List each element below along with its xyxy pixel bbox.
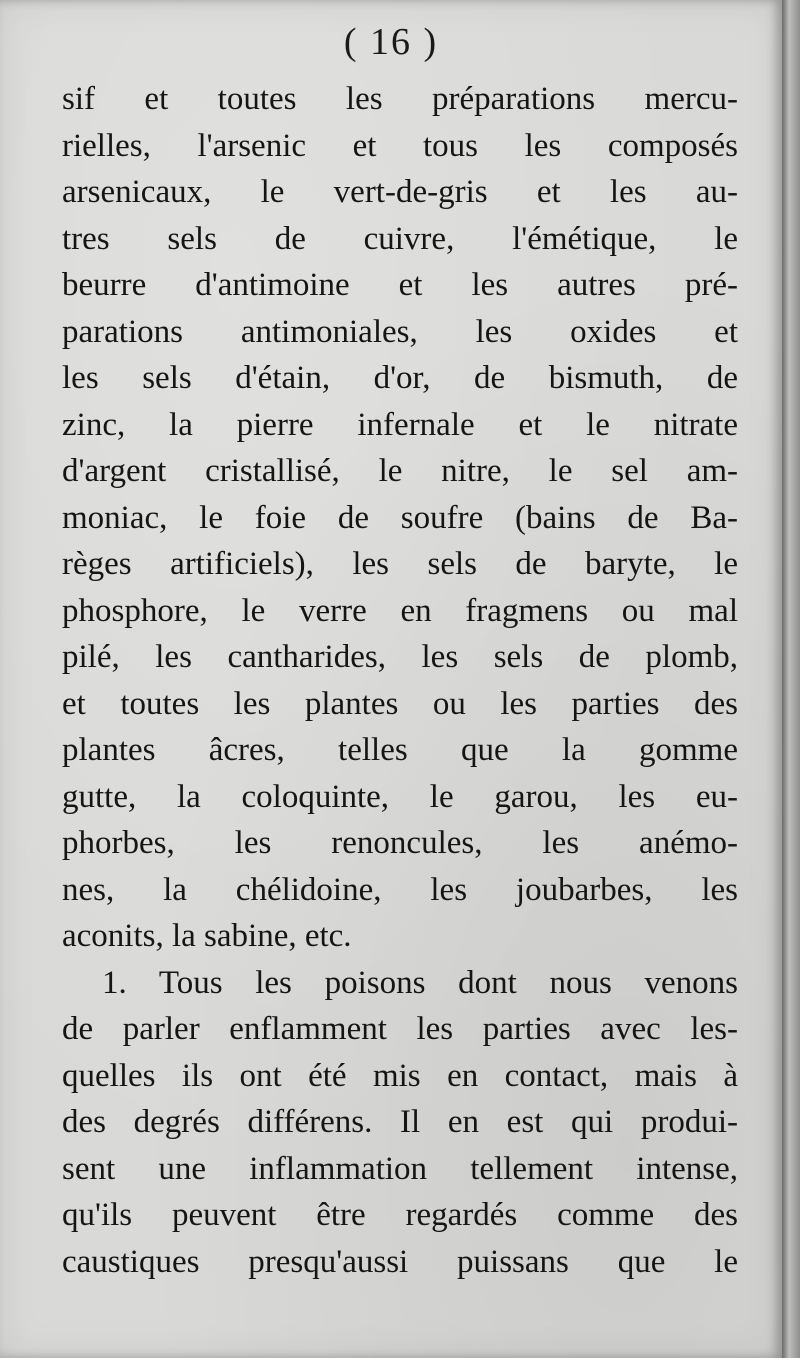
text-line: caustiques presqu'aussi puissans que le [62, 1243, 738, 1280]
text-line: zinc, la pierre infernale et le nitrate [62, 406, 738, 443]
text-line: nes, la chélidoine, les joubarbes, les [62, 871, 738, 908]
text-line: phorbes, les renoncules, les anémo- [62, 825, 738, 861]
text-line: rielles, l'arsenic et tous les composés [62, 127, 738, 164]
page-number: ( 16 ) [343, 21, 439, 63]
paragraph-start-line: 1. Tous les poisons dont nous venons [102, 964, 738, 1001]
text-line: de parler enflamment les parties avec les- [62, 1011, 738, 1047]
text-line: pilé, les cantharides, les sels de plomb, [62, 639, 738, 675]
text-line: des degrés différens. Il en est qui produi- [62, 1104, 738, 1140]
text-line: aconits, la sabine, etc. [62, 918, 352, 954]
text-line: règes artificiels), les sels de baryte, le [62, 546, 738, 582]
text-line: d'argent cristallisé, le nitre, le sel am- [62, 453, 738, 489]
text-line: parations antimoniales, les oxides et [62, 313, 738, 350]
body-text [62, 76, 738, 1285]
text-line: plantes âcres, telles que la gomme [62, 732, 738, 768]
text-line: et toutes les plantes ou les parties des [62, 685, 738, 722]
text-line: gutte, la coloquinte, le garou, les eu- [62, 778, 738, 815]
text-line: les sels d'étain, d'or, de bismuth, de [62, 360, 738, 396]
text-line: moniac, le foie de soufre (bains de Ba- [62, 499, 738, 536]
text-line: sent une inflammation tellement intense, [62, 1150, 738, 1187]
text-line: sif et toutes les préparations mercu- [62, 81, 738, 117]
page-edge [782, 0, 800, 1358]
text-line: tres sels de cuivre, l'émétique, le [62, 220, 738, 257]
text-line: phosphore, le verre en fragmens ou mal [62, 592, 738, 629]
text-line: beurre d'antimoine et les autres pré- [62, 267, 738, 303]
text-line: qu'ils peuvent être regardés comme des [62, 1197, 738, 1233]
text-line: arsenicaux, le vert-de-gris et les au- [62, 174, 738, 210]
text-line: quelles ils ont été mis en contact, mais à [62, 1057, 738, 1094]
